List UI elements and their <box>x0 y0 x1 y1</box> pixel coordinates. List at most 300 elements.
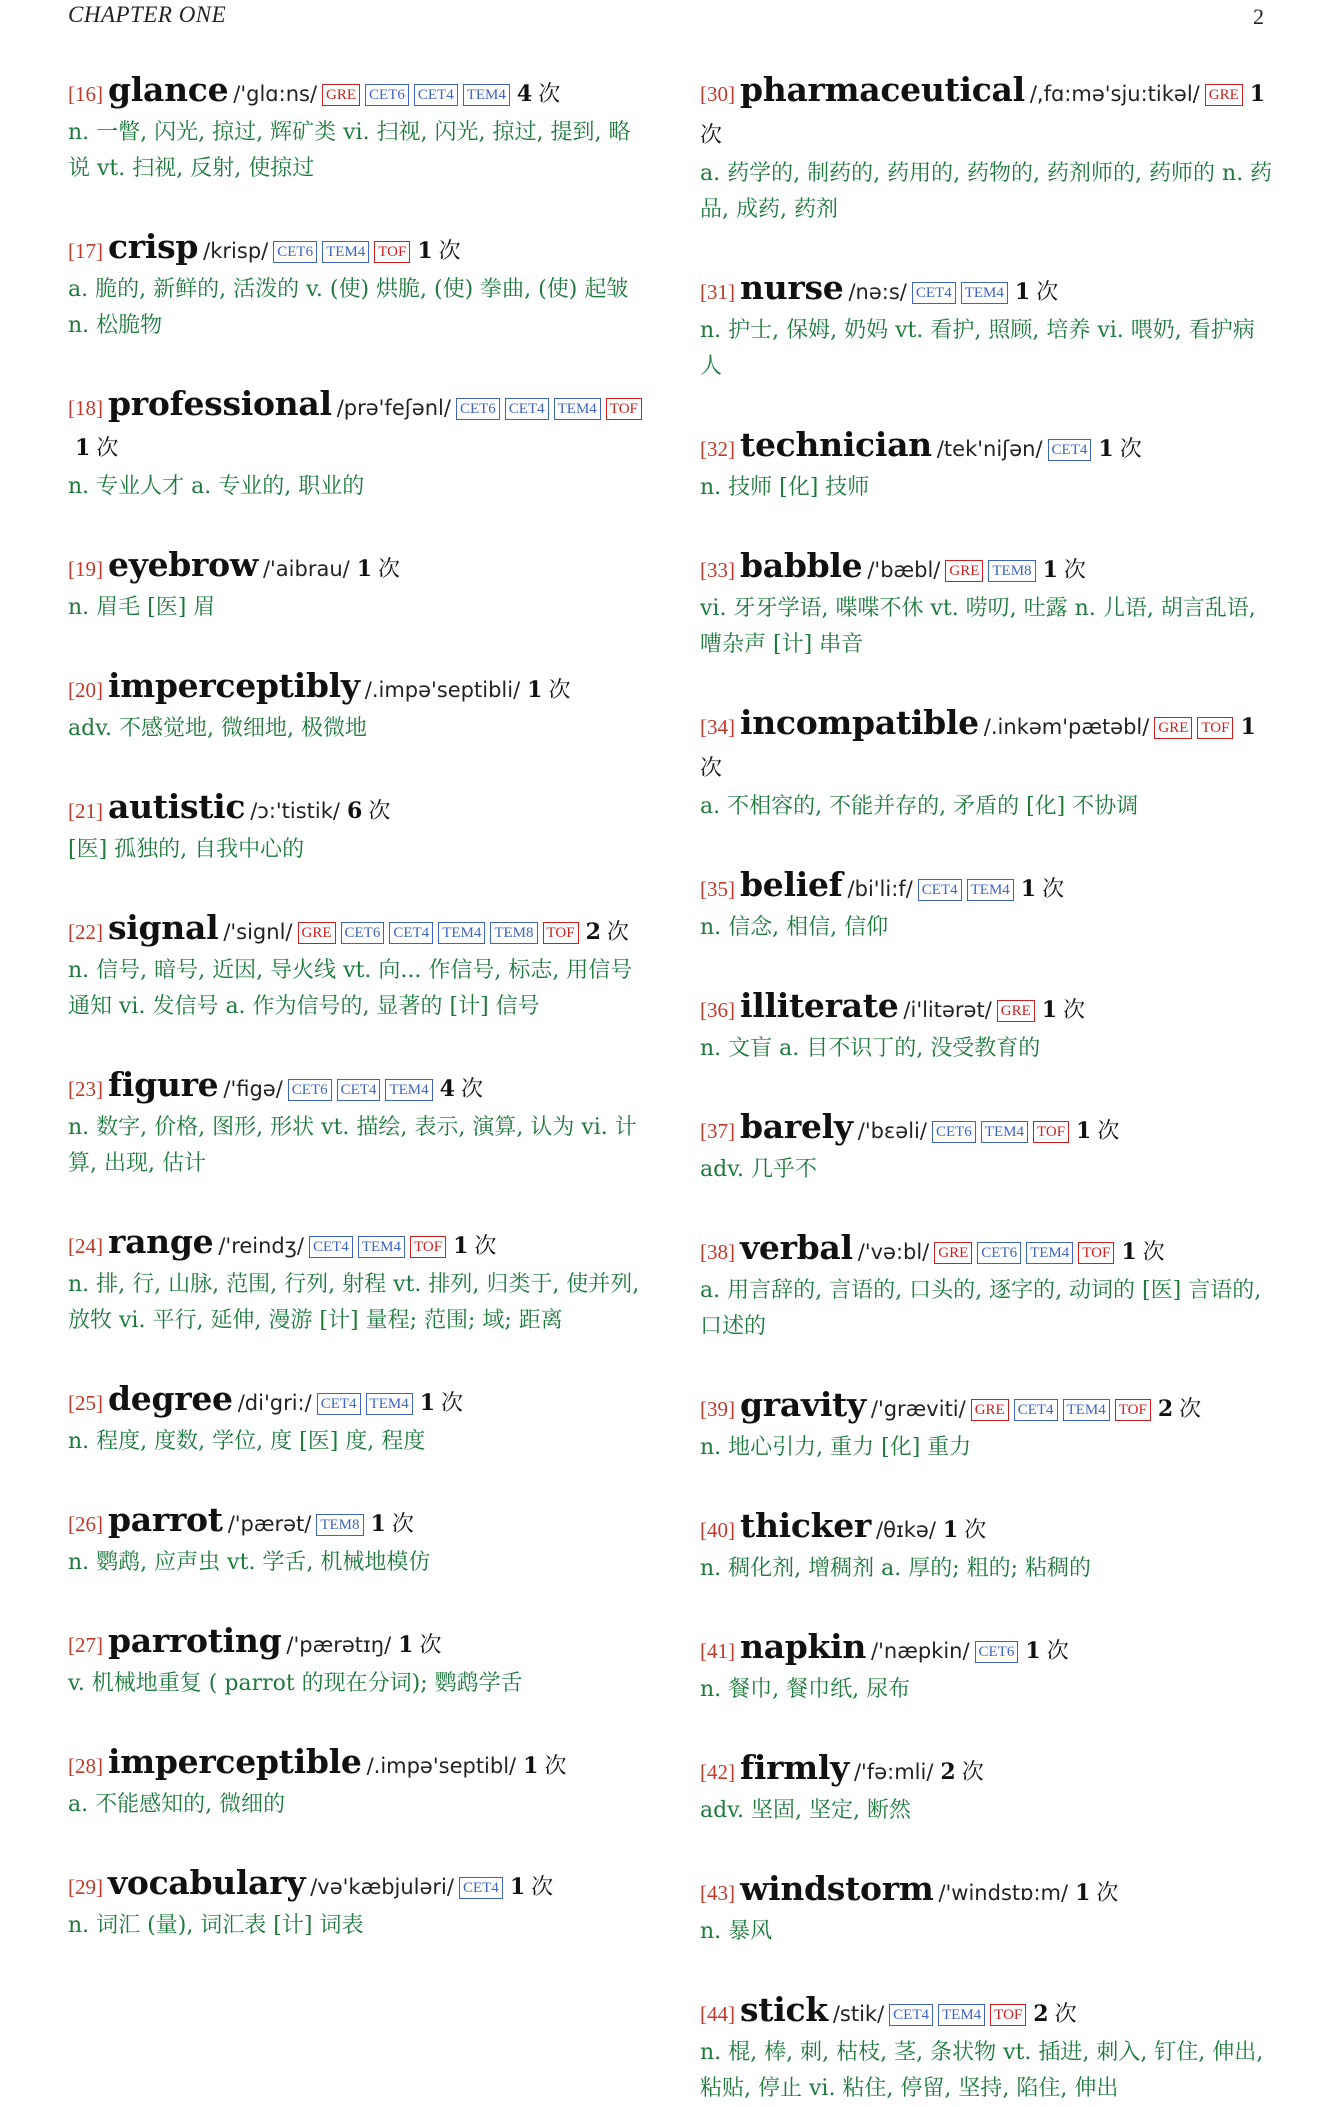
phonetic: /stik/ <box>832 2002 885 2026</box>
phonetic: /tek'niʃən/ <box>936 437 1043 461</box>
exam-tag: TEM4 <box>1026 1242 1073 1264</box>
entry-index: [43] <box>700 1881 735 1905</box>
frequency-unit: 次 <box>531 1875 554 1900</box>
headword: parrot <box>108 1500 223 1539</box>
headword: imperceptibly <box>108 666 360 705</box>
frequency-unit: 次 <box>378 557 401 582</box>
entry-headline <box>68 227 643 272</box>
frequency-unit: 次 <box>391 1512 414 1537</box>
exam-tag: CET6 <box>288 1079 332 1101</box>
entry-index: [42] <box>700 1760 735 1784</box>
frequency-count: 1 <box>1076 1118 1092 1144</box>
entry-headline <box>700 70 1275 156</box>
entry-headline <box>68 545 643 590</box>
left-column <box>68 70 643 1944</box>
headword: belief <box>740 865 843 904</box>
phonetic: /i'litərət/ <box>903 998 992 1022</box>
running-header: CHAPTER ONE <box>68 2 227 27</box>
entry-headline <box>68 1621 643 1666</box>
definition: a. 药学的, 制药的, 药用的, 药物的, 药剂师的, 药师的 n. 药品, 成药, 药剂 <box>700 161 1273 222</box>
frequency-count: 2 <box>1157 1396 1174 1422</box>
frequency-unit: 次 <box>1063 558 1086 583</box>
frequency-unit: 次 <box>1042 877 1065 902</box>
word-entry <box>700 1385 1275 1466</box>
entry-index: [23] <box>68 1077 103 1101</box>
frequency-count: 1 <box>419 1390 436 1416</box>
exam-tag: CET6 <box>932 1121 976 1143</box>
exam-tag: TEM4 <box>366 1393 413 1415</box>
headword: barely <box>740 1107 853 1146</box>
frequency-unit: 次 <box>1096 1881 1119 1906</box>
frequency-unit: 次 <box>96 436 119 461</box>
exam-tag: CET4 <box>309 1236 353 1258</box>
entry-headline <box>700 1990 1275 2035</box>
phonetic: /'bæbl/ <box>867 558 941 582</box>
entry-headline <box>700 1228 1275 1273</box>
exam-tag: TOF <box>1078 1242 1114 1264</box>
exam-tag: TOF <box>543 922 579 944</box>
definition: vi. 牙牙学语, 喋喋不休 vt. 唠叨, 吐露 n. 儿语, 胡言乱语, 嘈杂声 [计] 串音 <box>700 596 1256 657</box>
word-entry <box>700 865 1275 946</box>
headword: parroting <box>108 1621 282 1660</box>
phonetic: /'aibrau/ <box>262 557 350 581</box>
phonetic: /prə'feʃənl/ <box>336 396 451 420</box>
entry-headline <box>68 1379 643 1424</box>
word-entry <box>700 546 1275 663</box>
exam-tag: TEM4 <box>554 398 601 420</box>
word-entry <box>68 1742 643 1823</box>
exam-tag: TEM8 <box>490 922 537 944</box>
exam-tag: CET4 <box>317 1393 361 1415</box>
entry-index: [39] <box>700 1397 735 1421</box>
entry-headline <box>68 1500 643 1545</box>
definition: adv. 坚固, 坚定, 断然 <box>700 1798 911 1823</box>
phonetic: /ɔ:'tistik/ <box>250 799 340 823</box>
exam-tag: CET6 <box>977 1242 1021 1264</box>
word-entry <box>68 70 643 187</box>
exam-tag: TEM4 <box>463 84 510 106</box>
definition: n. 排, 行, 山脉, 范围, 行列, 射程 vt. 排列, 归类于, 使并列, 放牧 vi. 平行, 延伸, 漫游 [计] 量程; 范围; 域; 距离 <box>68 1272 640 1333</box>
exam-tag: TEM8 <box>988 560 1035 582</box>
word-entry <box>700 1107 1275 1188</box>
definition: n. 信念, 相信, 信仰 <box>700 915 889 940</box>
entry-index: [29] <box>68 1875 103 1899</box>
headword: imperceptible <box>108 1742 362 1781</box>
frequency-unit: 次 <box>1179 1397 1202 1422</box>
exam-tag: TEM4 <box>967 879 1014 901</box>
frequency-unit: 次 <box>961 1760 984 1785</box>
entry-index: [30] <box>700 82 735 106</box>
phonetic: /di'gri:/ <box>237 1391 312 1415</box>
exam-tag: TEM4 <box>938 2004 985 2026</box>
frequency-count: 1 <box>1025 1638 1041 1664</box>
frequency-unit: 次 <box>368 799 391 824</box>
phonetic: /'pærət/ <box>227 1512 312 1536</box>
entry-headline <box>68 787 643 832</box>
entry-index: [24] <box>68 1234 103 1258</box>
exam-tag: TEM4 <box>438 922 485 944</box>
phonetic: /nə:s/ <box>848 280 907 304</box>
entry-index: [41] <box>700 1639 735 1663</box>
word-entry <box>700 268 1275 385</box>
headword: crisp <box>108 227 199 266</box>
entry-headline <box>700 546 1275 591</box>
phonetic: /'næpkin/ <box>871 1639 970 1663</box>
frequency-count: 1 <box>1249 81 1266 107</box>
frequency <box>371 1512 414 1537</box>
word-entry <box>700 425 1275 506</box>
entry-headline <box>68 666 643 711</box>
entry-index: [16] <box>68 82 103 106</box>
frequency-unit: 次 <box>438 239 461 264</box>
frequency-unit: 次 <box>548 678 571 703</box>
definition: n. 棍, 棒, 刺, 枯枝, 茎, 条状物 vt. 插进, 刺入, 钉住, 伸出, 粘贴, 停止 vi. 粘住, 停留, 坚持, 陷住, 伸出 <box>700 2040 1264 2101</box>
frequency-unit: 次 <box>964 1518 987 1543</box>
headword: gravity <box>740 1385 866 1424</box>
exam-tag: CET6 <box>456 398 500 420</box>
frequency <box>347 799 390 824</box>
word-entry <box>68 908 643 1025</box>
frequency <box>943 1518 986 1543</box>
entry-index: [17] <box>68 239 103 263</box>
word-entry <box>700 1506 1275 1587</box>
frequency-count: 6 <box>347 798 363 824</box>
entry-headline <box>700 1385 1275 1430</box>
headword: autistic <box>108 787 246 826</box>
phonetic: /bi'li:f/ <box>847 877 913 901</box>
frequency-unit: 次 <box>538 82 561 107</box>
frequency-count: 1 <box>1121 1239 1137 1265</box>
definition: adv. 不感觉地, 微细地, 极微地 <box>68 716 367 741</box>
frequency <box>1121 1240 1164 1265</box>
right-column <box>700 70 1275 2107</box>
headword: vocabulary <box>108 1863 306 1902</box>
entry-index: [28] <box>68 1754 103 1778</box>
exam-tag: CET4 <box>459 1877 503 1899</box>
definition: a. 脆的, 新鲜的, 活泼的 v. (使) 烘脆, (使) 拳曲, (使) 起皱 n. 松脆物 <box>68 277 629 338</box>
phonetic: /θɪkə/ <box>876 1518 936 1542</box>
frequency-count: 1 <box>1098 436 1114 462</box>
frequency-unit: 次 <box>1142 1240 1165 1265</box>
frequency-count: 2 <box>1033 2001 1049 2027</box>
exam-tag: CET6 <box>341 922 385 944</box>
word-entry <box>68 1379 643 1460</box>
exam-tag: GRE <box>1154 717 1192 739</box>
entry-index: [20] <box>68 678 103 702</box>
definition: n. 词汇 (量), 词汇表 [计] 词表 <box>68 1913 364 1938</box>
word-entry <box>700 1228 1275 1345</box>
headword: firmly <box>740 1748 849 1787</box>
exam-tag: GRE <box>934 1242 972 1264</box>
frequency-unit: 次 <box>700 123 723 148</box>
definition: n. 专业人才 a. 专业的, 职业的 <box>68 474 365 499</box>
phonetic: /'bɛəli/ <box>857 1119 927 1143</box>
frequency-count: 1 <box>356 556 373 582</box>
phonetic: /'reindʒ/ <box>218 1234 304 1258</box>
frequency-count: 2 <box>940 1759 956 1785</box>
entry-index: [25] <box>68 1391 103 1415</box>
headword: illiterate <box>740 986 899 1025</box>
definition: a. 不能感知的, 微细的 <box>68 1792 286 1817</box>
word-entry <box>700 703 1275 825</box>
exam-tag: TEM4 <box>358 1236 405 1258</box>
headword: verbal <box>740 1228 853 1267</box>
definition: n. 护士, 保姆, 奶妈 vt. 看护, 照顾, 培养 vi. 喂奶, 看护病人 <box>700 318 1255 379</box>
phonetic: /'signl/ <box>223 920 293 944</box>
entry-headline <box>68 1065 643 1110</box>
definition: n. 暴风 <box>700 1919 773 1944</box>
exam-tag: GRE <box>971 1399 1009 1421</box>
definition: n. 信号, 暗号, 近因, 导火线 vt. 向... 作信号, 标志, 用信号通知 vi. 发信号 a. 作为信号的, 显著的 [计] 信号 <box>68 958 633 1019</box>
exam-tag: TOF <box>1115 1399 1151 1421</box>
frequency-unit: 次 <box>700 756 723 781</box>
headword: degree <box>108 1379 233 1418</box>
phonetic: /'fə:mli/ <box>853 1760 934 1784</box>
definition: n. 地心引力, 重力 [化] 重力 <box>700 1435 972 1460</box>
exam-tag: TEM8 <box>316 1514 363 1536</box>
phonetic: /'figə/ <box>223 1077 283 1101</box>
exam-tag: TOF <box>606 398 642 420</box>
entry-index: [38] <box>700 1240 735 1264</box>
frequency-unit: 次 <box>460 1077 483 1102</box>
definition: n. 程度, 度数, 学位, 度 [医] 度, 程度 <box>68 1429 426 1454</box>
frequency-count: 4 <box>516 81 533 107</box>
exam-tag: GRE <box>322 84 360 106</box>
entry-headline <box>700 1869 1275 1914</box>
frequency-count: 1 <box>398 1632 414 1658</box>
word-entry <box>68 666 643 747</box>
frequency <box>440 1077 483 1102</box>
frequency-count: 1 <box>370 1511 386 1537</box>
entry-index: [34] <box>700 715 735 739</box>
frequency-count: 1 <box>453 1233 469 1259</box>
definition: n. 鹦鹉, 应声虫 vt. 学舌, 机械地模仿 <box>68 1550 431 1575</box>
exam-tag: CET4 <box>505 398 549 420</box>
exam-tag: GRE <box>1205 84 1243 106</box>
headword: windstorm <box>740 1869 934 1908</box>
phonetic: /krisp/ <box>203 239 269 263</box>
phonetic: /'pærətɪŋ/ <box>286 1633 392 1657</box>
headword: thicker <box>740 1506 872 1545</box>
word-entry <box>68 545 643 626</box>
entry-index: [31] <box>700 280 735 304</box>
entry-headline <box>700 1506 1275 1551</box>
entry-headline <box>68 1742 643 1787</box>
exam-tag: CET4 <box>1014 1399 1058 1421</box>
frequency <box>1021 877 1064 902</box>
headword: glance <box>108 70 229 109</box>
entry-headline <box>68 1222 643 1267</box>
definition: adv. 几乎不 <box>700 1157 818 1182</box>
entry-index: [18] <box>68 396 103 420</box>
frequency <box>1043 558 1086 583</box>
exam-tag: TEM4 <box>385 1079 432 1101</box>
exam-tag: TEM4 <box>1063 1399 1110 1421</box>
definition: n. 眉毛 [医] 眉 <box>68 595 216 620</box>
phonetic: /'və:bl/ <box>857 1240 930 1264</box>
word-entry <box>700 70 1275 228</box>
entry-index: [22] <box>68 920 103 944</box>
phonetic: /'græviti/ <box>870 1397 966 1421</box>
exam-tag: TOF <box>1033 1121 1069 1143</box>
word-entry <box>68 1863 643 1944</box>
frequency-unit: 次 <box>1119 437 1142 462</box>
word-entry <box>68 787 643 868</box>
entry-index: [33] <box>700 558 735 582</box>
phonetic: /və'kæbjuləri/ <box>310 1875 454 1899</box>
frequency-unit: 次 <box>606 920 629 945</box>
word-entry <box>68 384 643 505</box>
frequency-count: 1 <box>1240 714 1256 740</box>
frequency <box>1076 1119 1119 1144</box>
exam-tag: CET4 <box>414 84 458 106</box>
entry-index: [35] <box>700 877 735 901</box>
exam-tag: TEM4 <box>322 241 369 263</box>
frequency-unit: 次 <box>474 1234 497 1259</box>
frequency <box>1158 1397 1201 1422</box>
definition: v. 机械地重复 ( parrot 的现在分词); 鹦鹉学舌 <box>68 1671 523 1696</box>
entry-headline <box>68 908 643 953</box>
frequency <box>523 1754 566 1779</box>
definition: n. 稠化剂, 增稠剂 a. 厚的; 粗的; 粘稠的 <box>700 1556 1092 1581</box>
entry-headline <box>700 268 1275 313</box>
definition: n. 文盲 a. 目不识丁的, 没受教育的 <box>700 1036 1041 1061</box>
word-entry <box>68 227 643 344</box>
frequency-count: 1 <box>523 1753 539 1779</box>
frequency-count: 1 <box>509 1874 526 1900</box>
frequency-count: 1 <box>1041 997 1058 1023</box>
frequency-count: 4 <box>439 1076 455 1102</box>
exam-tag: GRE <box>945 560 983 582</box>
word-entry <box>700 1869 1275 1950</box>
exam-tag: TOF <box>990 2004 1026 2026</box>
entry-headline <box>700 986 1275 1031</box>
frequency-count: 1 <box>1075 1880 1091 1906</box>
frequency-unit: 次 <box>1036 280 1059 305</box>
entry-headline <box>700 865 1275 910</box>
definition: n. 数字, 价格, 图形, 形状 vt. 描绘, 表示, 演算, 认为 vi. 计算, 出现, 估计 <box>68 1115 637 1176</box>
frequency-unit: 次 <box>1054 2002 1077 2027</box>
frequency <box>417 239 460 264</box>
frequency-unit: 次 <box>1097 1119 1120 1144</box>
frequency <box>1015 280 1058 305</box>
phonetic: /'windstɒ:m/ <box>938 1881 1069 1905</box>
frequency <box>1025 1639 1068 1664</box>
headword: signal <box>108 908 219 947</box>
headword: nurse <box>740 268 844 307</box>
headword: napkin <box>740 1627 867 1666</box>
word-entry <box>700 1748 1275 1829</box>
headword: professional <box>108 384 332 423</box>
frequency <box>75 436 118 461</box>
frequency <box>527 678 570 703</box>
frequency-unit: 次 <box>1046 1639 1069 1664</box>
frequency-count: 1 <box>417 238 433 264</box>
word-entry <box>700 986 1275 1067</box>
frequency-count: 1 <box>75 435 91 461</box>
page-number: 2 <box>1253 4 1264 29</box>
frequency <box>1075 1881 1118 1906</box>
word-entry <box>68 1222 643 1339</box>
entry-index: [26] <box>68 1512 103 1536</box>
exam-tag: CET4 <box>337 1079 381 1101</box>
word-entry <box>68 1065 643 1182</box>
phonetic: /'glɑ:ns/ <box>233 82 318 106</box>
frequency-unit: 次 <box>544 1754 567 1779</box>
frequency <box>1033 2002 1076 2027</box>
exam-tag: GRE <box>997 1000 1035 1022</box>
entry-headline <box>700 1627 1275 1672</box>
exam-tag: CET4 <box>918 879 962 901</box>
phonetic: /,fɑ:mə'sju:tikəl/ <box>1029 82 1200 106</box>
headword: babble <box>740 546 863 585</box>
frequency-unit: 次 <box>1063 998 1086 1023</box>
phonetic: /.impə'septibl/ <box>366 1754 517 1778</box>
frequency-unit: 次 <box>419 1633 442 1658</box>
word-entry <box>700 1990 1275 2107</box>
exam-tag: TOF <box>1197 717 1233 739</box>
entry-headline <box>700 1107 1275 1152</box>
entry-index: [27] <box>68 1633 103 1657</box>
word-entry <box>68 1500 643 1581</box>
frequency <box>586 920 629 945</box>
definition: [医] 孤独的, 自我中心的 <box>68 837 305 862</box>
frequency <box>420 1391 463 1416</box>
entry-index: [21] <box>68 799 103 823</box>
frequency <box>1042 998 1085 1023</box>
frequency <box>1098 437 1141 462</box>
entry-headline <box>68 384 643 469</box>
entry-headline <box>68 70 643 115</box>
definition: n. 技师 [化] 技师 <box>700 475 870 500</box>
definition: n. 餐巾, 餐巾纸, 尿布 <box>700 1677 911 1702</box>
frequency-count: 2 <box>585 919 601 945</box>
entry-index: [40] <box>700 1518 735 1542</box>
headword: figure <box>108 1065 219 1104</box>
entry-index: [37] <box>700 1119 735 1143</box>
frequency <box>940 1760 983 1785</box>
word-entry <box>68 1621 643 1702</box>
phonetic: /.impə'septibli/ <box>364 678 521 702</box>
exam-tag: TEM4 <box>961 282 1008 304</box>
frequency-count: 1 <box>1020 876 1037 902</box>
exam-tag: TOF <box>374 241 410 263</box>
headword: incompatible <box>740 703 979 742</box>
headword: range <box>108 1222 214 1261</box>
entry-headline <box>700 703 1275 789</box>
exam-tag: TOF <box>410 1236 446 1258</box>
entry-index: [36] <box>700 998 735 1022</box>
frequency-count: 1 <box>1014 279 1031 305</box>
definition: a. 不相容的, 不能并存的, 矛盾的 [化] 不协调 <box>700 794 1139 819</box>
frequency <box>398 1633 441 1658</box>
frequency <box>510 1875 553 1900</box>
entry-index: [44] <box>700 2002 735 2026</box>
entry-index: [32] <box>700 437 735 461</box>
exam-tag: CET4 <box>889 2004 933 2026</box>
entry-headline <box>700 1748 1275 1793</box>
definition: n. 一瞥, 闪光, 掠过, 辉矿类 vi. 扫视, 闪光, 掠过, 提到, 略说 vt. 扫视, 反射, 使掠过 <box>68 120 631 181</box>
exam-tag: CET4 <box>389 922 433 944</box>
headword: stick <box>740 1990 828 2029</box>
frequency <box>357 557 400 582</box>
entry-headline <box>700 425 1275 470</box>
headword: pharmaceutical <box>740 70 1025 109</box>
word-entry <box>700 1627 1275 1708</box>
exam-tag: CET4 <box>912 282 956 304</box>
phonetic: /.inkəm'pætəbl/ <box>983 715 1150 739</box>
exam-tag: CET6 <box>975 1641 1019 1663</box>
